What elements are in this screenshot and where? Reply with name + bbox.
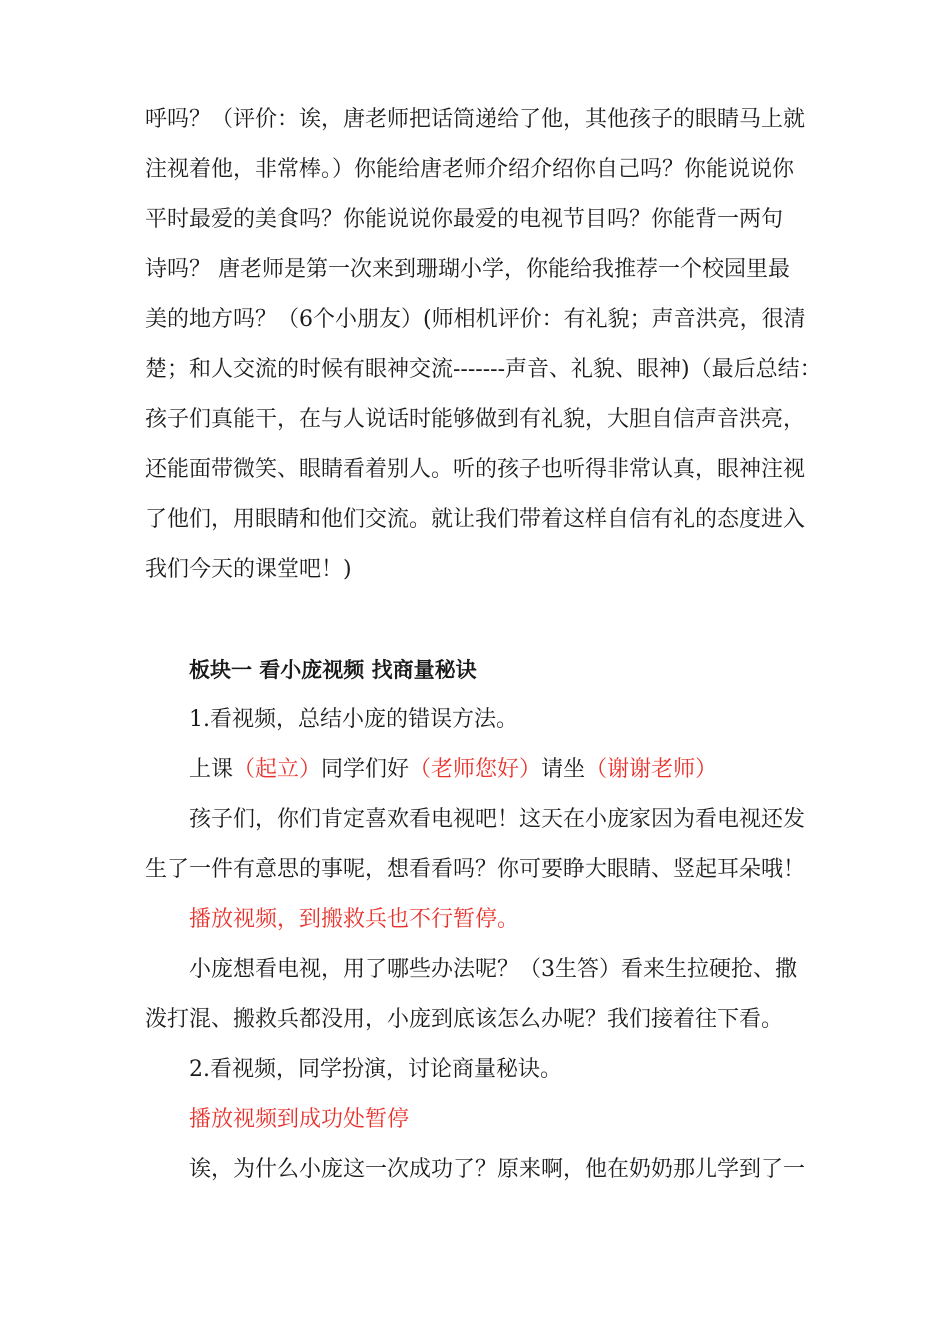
paragraph-methods [145, 945, 817, 1045]
step-2-title: 2.看视频，同学扮演，讨论商量秘诀。 [189, 1057, 562, 1082]
stage-note-1: 播放视频，到搬救兵也不行暂停。 [189, 907, 520, 932]
text-line: 诗吗？ 唐老师是第一次来到珊瑚小学，你能给我推荐一个校园里最 [145, 257, 790, 282]
text-line: 平时最爱的美食吗？你能说说你最爱的电视节目吗？你能背一两句 [145, 207, 784, 232]
step-1-title: 1.看视频，总结小庞的错误方法。 [189, 707, 518, 732]
document-page [145, 95, 822, 1195]
greeting-teacher-3: 请坐 [541, 757, 586, 782]
greeting-teacher-1: 上课 [189, 757, 234, 782]
text-line: 小庞想看电视，用了哪些办法呢？（3生答）看来生拉硬抢、撒 [189, 957, 797, 982]
text-line: 楚；和人交流的时候有眼神交流-------声音、礼貌、眼神)（最后总结： [145, 357, 822, 382]
text-line: 美的地方吗？（6个小朋友）(师相机评价：有礼貌；声音洪亮，很清 [145, 307, 806, 332]
intro-paragraph [145, 95, 822, 595]
blank-line [145, 595, 817, 645]
greeting-response-3: （谢谢老师） [585, 757, 718, 782]
text-line: 了他们，用眼睛和他们交流。就让我们带着这样自信有礼的态度进入 [145, 507, 806, 532]
text-line: 生了一件有意思的事呢，想看看吗？你可要睁大眼睛、竖起耳朵哦！ [145, 857, 806, 882]
text-line: 我们今天的课堂吧！) [145, 557, 352, 582]
stage-note-2: 播放视频到成功处暂停 [189, 1107, 410, 1132]
greeting-line [145, 745, 817, 795]
text-line: 泼打混、搬救兵都没用，小庞到底该怎么办呢？我们接着往下看。 [145, 1007, 784, 1032]
paragraph-watch-tv [145, 795, 817, 895]
greeting-response-2: （老师您好） [409, 757, 542, 782]
greeting-response-1: （起立） [233, 757, 322, 782]
text-line: 还能面带微笑、眼睛看着别人。听的孩子也听得非常认真，眼神注视 [145, 457, 806, 482]
text-line: 孩子们真能干，在与人说话时能够做到有礼貌，大胆自信声音洪亮， [145, 407, 806, 432]
text-line: 注视着他，非常棒。）你能给唐老师介绍介绍你自己吗？你能说说你 [145, 157, 795, 182]
greeting-teacher-2: 同学们好 [321, 757, 410, 782]
text-line: 孩子们，你们肯定喜欢看电视吧！这天在小庞家因为看电视还发 [189, 807, 806, 832]
paragraph-success [145, 1145, 817, 1195]
text-line: 诶，为什么小庞这一次成功了？原来啊，他在奶奶那儿学到了一 [189, 1157, 806, 1182]
section-heading: 板块一 看小庞视频 找商量秘诀 [189, 658, 477, 682]
text-line: 呼吗？（评价：诶，唐老师把话筒递给了他，其他孩子的眼睛马上就 [145, 107, 806, 132]
